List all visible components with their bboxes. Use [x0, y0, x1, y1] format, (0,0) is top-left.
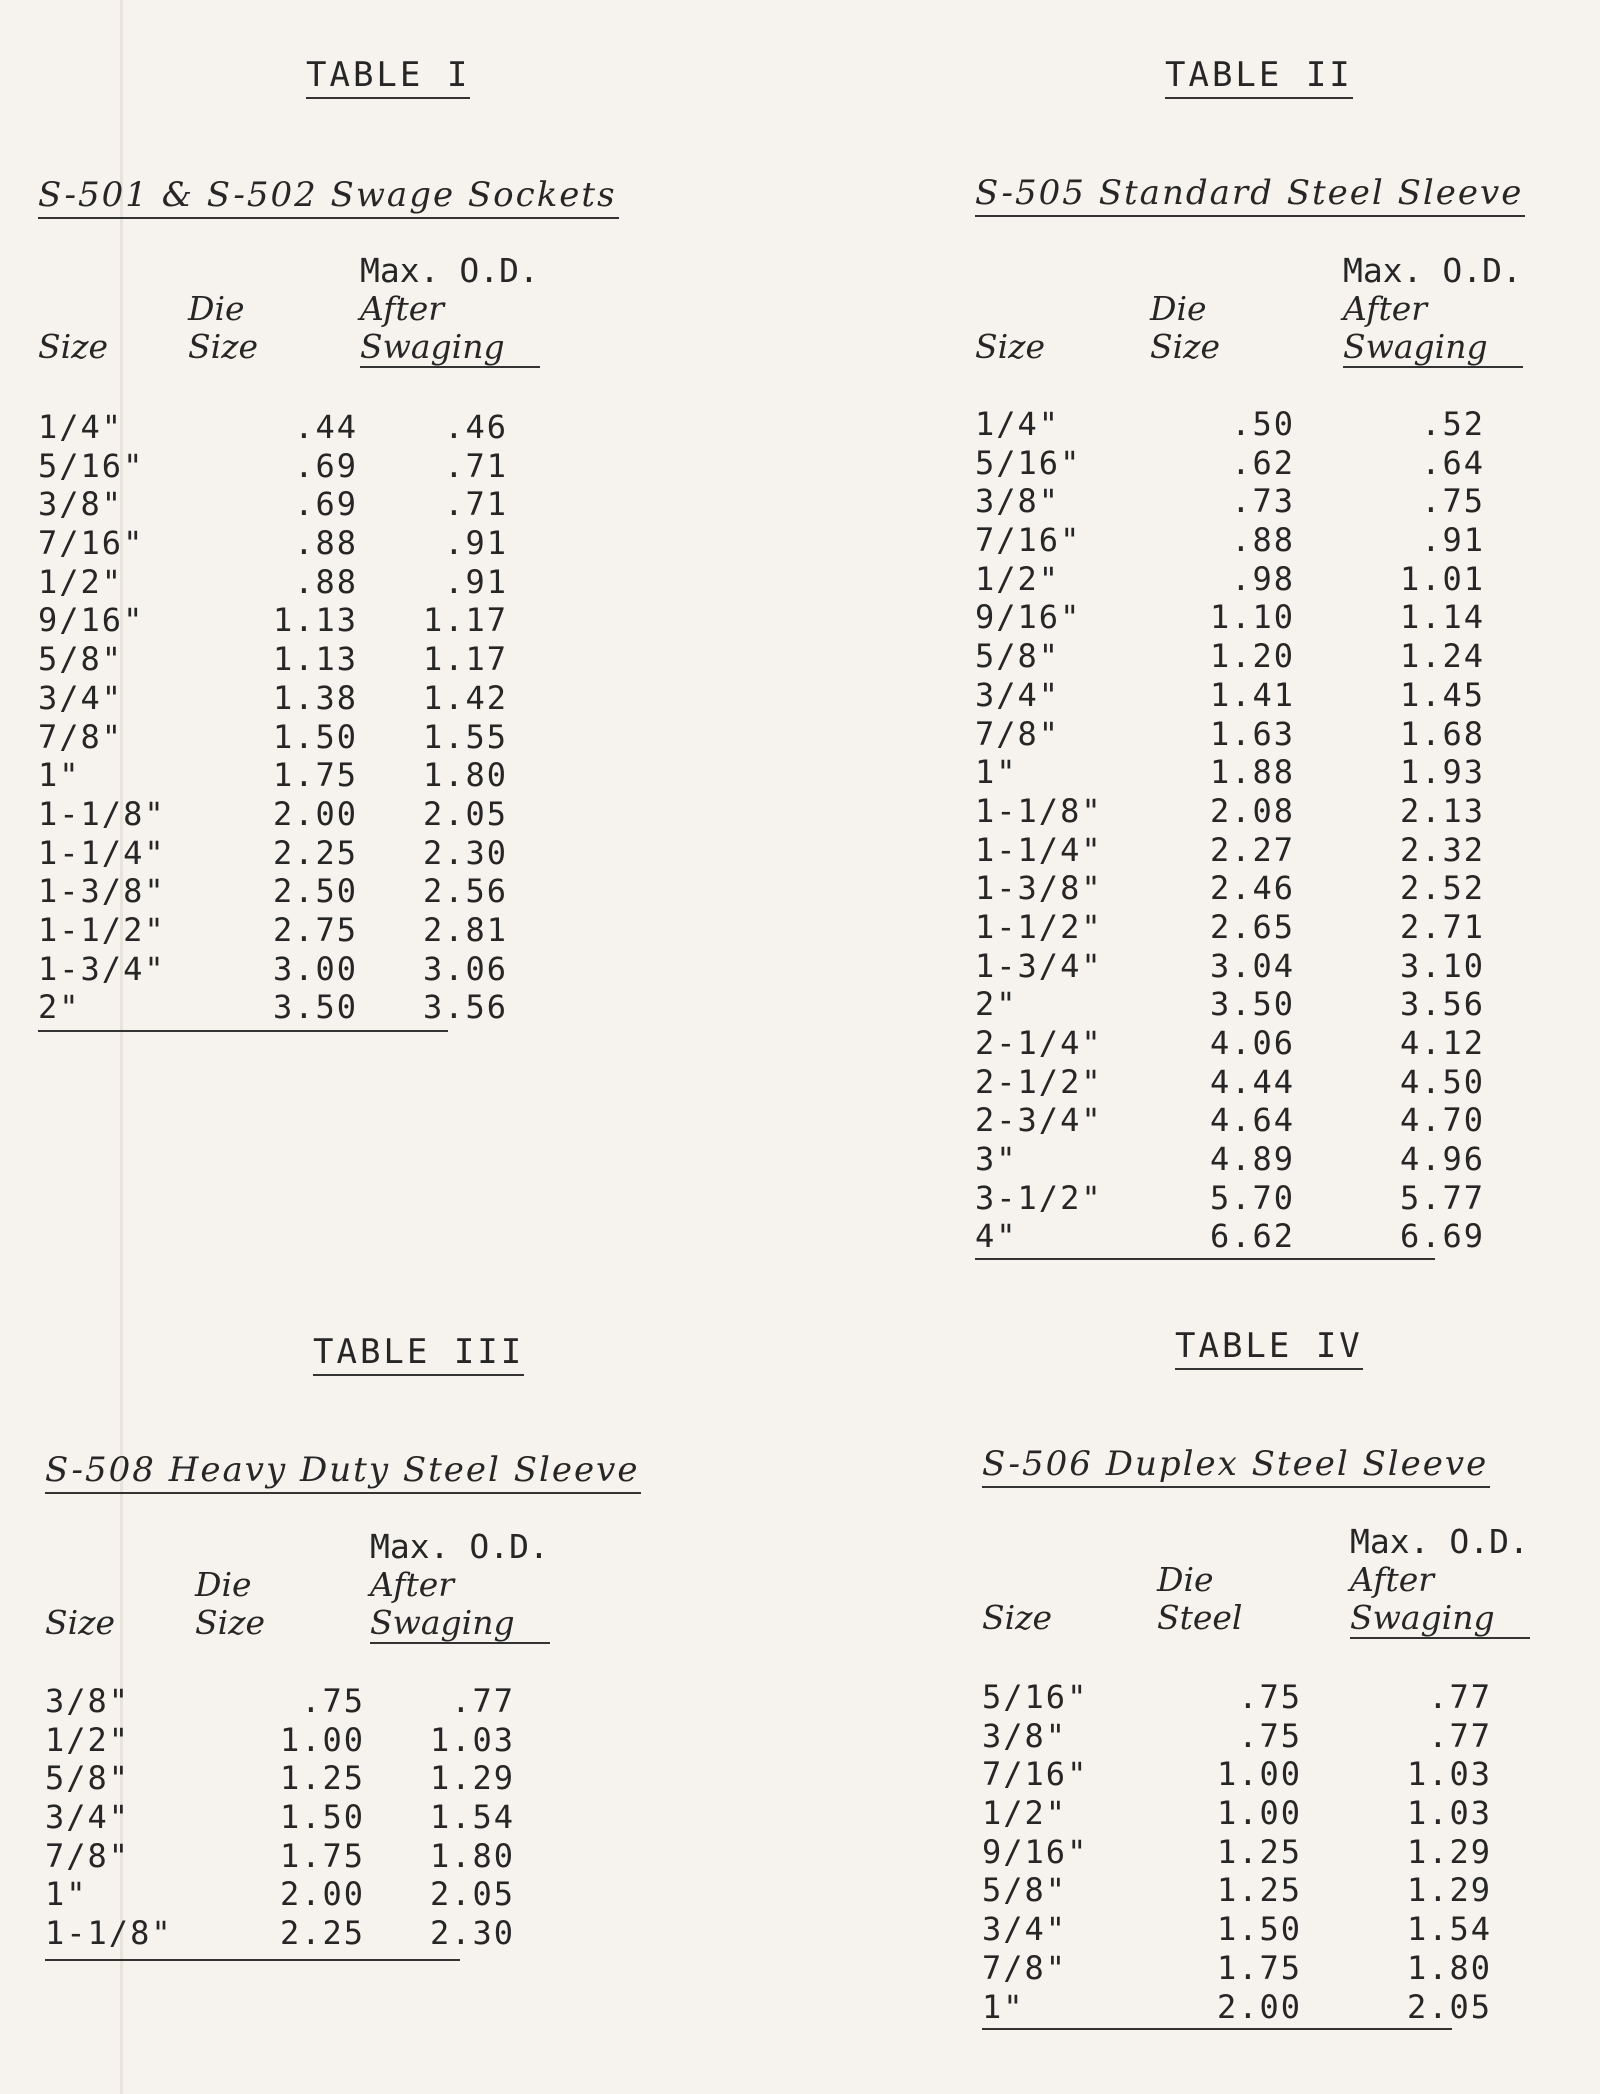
- col-od-header-1: Max. O.D.: [360, 251, 539, 290]
- od-cell: 2.05: [422, 794, 508, 833]
- table-bottom-rule: [982, 2028, 1452, 2030]
- od-cell: 1.42: [422, 678, 508, 717]
- table-row: [975, 598, 1485, 637]
- die-cell: 2.27: [1209, 830, 1295, 869]
- size-cell: 7/8": [982, 1948, 1068, 1987]
- od-cell: .77: [1428, 1678, 1492, 1716]
- table-heading: TABLE IV: [1175, 1326, 1363, 1370]
- size-cell: 5/16": [982, 1678, 1089, 1716]
- size-cell: 9/16": [38, 601, 145, 640]
- size-cell: 3/4": [38, 678, 124, 717]
- die-cell: 2.50: [272, 872, 358, 911]
- die-cell: 1.88: [1209, 753, 1295, 792]
- die-cell: 1.63: [1209, 714, 1295, 753]
- table-row: [975, 405, 1485, 444]
- table-row: [38, 679, 508, 718]
- die-cell: .75: [301, 1682, 365, 1720]
- table-row: [38, 834, 508, 873]
- die-cell: 1.50: [1216, 1910, 1302, 1949]
- size-cell: 5/8": [982, 1871, 1068, 1910]
- table-row: [975, 908, 1485, 947]
- od-cell: 4.70: [1399, 1101, 1485, 1140]
- die-cell: 1.50: [272, 717, 358, 756]
- table-row: [982, 1794, 1492, 1833]
- table-row: [38, 563, 508, 602]
- die-cell: 1.13: [272, 601, 358, 640]
- size-cell: 2-1/4": [975, 1024, 1103, 1062]
- die-cell: .75: [1238, 1716, 1302, 1755]
- od-cell: 2.30: [422, 833, 508, 872]
- od-cell: 1.93: [1399, 753, 1485, 792]
- od-cell: 1.01: [1399, 559, 1485, 598]
- die-cell: .44: [294, 408, 358, 446]
- table-row: [38, 718, 508, 757]
- od-cell: 3.10: [1399, 946, 1485, 985]
- table-row: [45, 1759, 515, 1798]
- size-cell: 3/4": [975, 675, 1061, 714]
- size-cell: 1-3/4": [975, 946, 1103, 985]
- od-cell: 1.17: [422, 640, 508, 679]
- col-die-header-bottom: Size: [195, 1603, 266, 1642]
- die-cell: 1.75: [1216, 1948, 1302, 1987]
- od-cell: 1.14: [1399, 598, 1485, 637]
- od-cell: .71: [444, 446, 508, 485]
- die-cell: 1.10: [1209, 598, 1295, 637]
- col-die-header-top: Die: [1150, 289, 1207, 328]
- die-cell: .88: [1231, 521, 1295, 560]
- table-row: [45, 1914, 515, 1953]
- size-cell: 1/2": [975, 559, 1061, 598]
- size-cell: 1-1/4": [38, 833, 166, 872]
- od-cell: .75: [1421, 482, 1485, 521]
- die-cell: 2.00: [279, 1875, 365, 1914]
- col-od-header-1: Max. O.D.: [370, 1527, 549, 1566]
- size-cell: 2": [975, 985, 1018, 1024]
- size-cell: 1": [38, 756, 81, 795]
- die-cell: 6.62: [1209, 1217, 1295, 1256]
- table-row: [982, 1988, 1492, 2027]
- od-cell: 1.29: [429, 1759, 515, 1798]
- table-row: [38, 524, 508, 563]
- od-cell: 1.54: [1406, 1910, 1492, 1949]
- table-row: [975, 715, 1485, 754]
- size-cell: 3/4": [45, 1798, 131, 1837]
- size-cell: 1-3/8": [975, 869, 1103, 908]
- od-cell: 6.69: [1399, 1217, 1485, 1256]
- od-cell: 2.30: [429, 1914, 515, 1953]
- size-cell: 4": [975, 1217, 1018, 1256]
- col-od-header-1: Max. O.D.: [1343, 251, 1522, 290]
- od-cell: 1.17: [422, 601, 508, 640]
- size-cell: 1-3/8": [38, 872, 166, 911]
- table-row: [982, 1678, 1492, 1717]
- die-cell: 3.50: [1209, 985, 1295, 1024]
- die-cell: 3.00: [272, 949, 358, 988]
- size-cell: 5/8": [45, 1759, 131, 1798]
- size-cell: 7/16": [975, 521, 1082, 560]
- table-row: [975, 444, 1485, 483]
- table-row: [45, 1875, 515, 1914]
- size-cell: 2": [38, 988, 81, 1027]
- die-cell: 5.70: [1209, 1178, 1295, 1217]
- size-cell: 9/16": [982, 1832, 1089, 1871]
- od-cell: 2.05: [1406, 1987, 1492, 2026]
- table-row: [975, 869, 1485, 908]
- die-cell: 2.00: [272, 794, 358, 833]
- table-row: [975, 637, 1485, 676]
- table-subtitle: S-501 & S-502 Swage Sockets: [38, 175, 619, 219]
- od-cell: 3.56: [422, 988, 508, 1027]
- size-cell: 1/2": [38, 562, 124, 601]
- od-cell: 2.13: [1399, 791, 1485, 830]
- table-row: [975, 1217, 1485, 1256]
- size-cell: 5/8": [38, 640, 124, 679]
- size-cell: 1/2": [45, 1720, 131, 1759]
- die-cell: 1.00: [1216, 1755, 1302, 1794]
- die-cell: 1.50: [279, 1798, 365, 1837]
- table-row: [975, 1101, 1485, 1140]
- size-cell: 1-1/2": [38, 910, 166, 949]
- table-row: [38, 640, 508, 679]
- od-cell: 1.29: [1406, 1832, 1492, 1871]
- table-row: [38, 795, 508, 834]
- col-od-header-2: After: [360, 289, 445, 328]
- table-row: [982, 1717, 1492, 1756]
- die-cell: 1.25: [1216, 1832, 1302, 1871]
- size-cell: 1": [982, 1987, 1025, 2026]
- col-od-header-2: After: [370, 1565, 455, 1604]
- die-cell: 1.13: [272, 640, 358, 679]
- table-row: [975, 1140, 1485, 1179]
- table-row: [975, 1024, 1485, 1063]
- table-bottom-rule: [975, 1258, 1435, 1260]
- die-cell: 1.00: [1216, 1794, 1302, 1833]
- size-cell: 7/16": [38, 524, 145, 563]
- table-rows: [38, 408, 508, 1027]
- size-cell: 9/16": [975, 598, 1082, 637]
- od-cell: 1.80: [422, 756, 508, 795]
- size-cell: 2-1/2": [975, 1062, 1103, 1101]
- col-od-header-3: Swaging: [1350, 1599, 1530, 1639]
- die-cell: 1.00: [279, 1720, 365, 1759]
- die-cell: 2.00: [1216, 1987, 1302, 2026]
- od-cell: 2.71: [1399, 907, 1485, 946]
- size-cell: 1-1/4": [975, 830, 1103, 869]
- table-row: [975, 1179, 1485, 1218]
- col-od-header-2: After: [1343, 289, 1428, 328]
- table-row: [45, 1837, 515, 1876]
- od-cell: 1.45: [1399, 675, 1485, 714]
- table-row: [38, 601, 508, 640]
- size-cell: 3/8": [38, 485, 124, 524]
- od-cell: 2.81: [422, 910, 508, 949]
- size-cell: 5/8": [975, 637, 1061, 676]
- size-cell: 1": [975, 753, 1018, 792]
- od-cell: 1.68: [1399, 714, 1485, 753]
- col-size-header: Size: [982, 1598, 1053, 1637]
- die-cell: 1.38: [272, 678, 358, 717]
- size-cell: 7/16": [982, 1755, 1089, 1794]
- table-row: [982, 1871, 1492, 1910]
- od-cell: .64: [1421, 443, 1485, 482]
- table-bottom-rule: [38, 1030, 448, 1032]
- col-size-header: Size: [38, 327, 109, 366]
- table-row: [975, 792, 1485, 831]
- size-cell: 1-1/8": [38, 794, 166, 833]
- table-row: [38, 408, 508, 447]
- col-die-header-top: Die: [195, 1565, 252, 1604]
- od-cell: 1.80: [429, 1836, 515, 1875]
- size-cell: 3-1/2": [975, 1178, 1103, 1217]
- size-cell: 5/16": [38, 446, 145, 485]
- size-cell: 1-1/8": [975, 791, 1103, 830]
- od-cell: 1.24: [1399, 637, 1485, 676]
- die-cell: .88: [294, 524, 358, 563]
- die-cell: 1.25: [279, 1759, 365, 1798]
- size-cell: 3/8": [45, 1682, 131, 1720]
- size-cell: 1-3/4": [38, 949, 166, 988]
- die-cell: 3.04: [1209, 946, 1295, 985]
- col-die-header-bottom: Size: [188, 327, 259, 366]
- od-cell: .52: [1421, 405, 1485, 443]
- table-heading: TABLE I: [306, 55, 470, 99]
- table-row: [975, 560, 1485, 599]
- table-row: [975, 947, 1485, 986]
- od-cell: .91: [1421, 521, 1485, 560]
- die-cell: .62: [1231, 443, 1295, 482]
- col-od-header-2: After: [1350, 1560, 1435, 1599]
- col-die-header-top: Die: [1157, 1560, 1214, 1599]
- table-row: [38, 447, 508, 486]
- die-cell: .69: [294, 446, 358, 485]
- table-row: [975, 1063, 1485, 1102]
- size-cell: 7/8": [38, 717, 124, 756]
- table-row: [975, 521, 1485, 560]
- col-die-header-bottom: Steel: [1157, 1598, 1243, 1637]
- col-size-header: Size: [975, 327, 1046, 366]
- table-row: [982, 1949, 1492, 1988]
- od-cell: 1.55: [422, 717, 508, 756]
- table-subtitle: S-508 Heavy Duty Steel Sleeve: [45, 1450, 641, 1494]
- table-row: [45, 1721, 515, 1760]
- od-cell: 1.29: [1406, 1871, 1492, 1910]
- size-cell: 5/16": [975, 443, 1082, 482]
- table-row: [38, 911, 508, 950]
- table-heading: TABLE III: [313, 1332, 524, 1376]
- table-bottom-rule: [45, 1959, 460, 1961]
- table-rows: [975, 405, 1485, 1256]
- od-cell: 2.32: [1399, 830, 1485, 869]
- table-rows: [45, 1682, 515, 1953]
- die-cell: .73: [1231, 482, 1295, 521]
- die-cell: 2.65: [1209, 907, 1295, 946]
- size-cell: 1-1/2": [975, 907, 1103, 946]
- od-cell: .77: [451, 1682, 515, 1720]
- size-cell: 7/8": [975, 714, 1061, 753]
- table-row: [45, 1682, 515, 1721]
- table-row: [38, 950, 508, 989]
- od-cell: 2.56: [422, 872, 508, 911]
- table-row: [38, 756, 508, 795]
- table-heading: TABLE II: [1165, 55, 1353, 99]
- od-cell: 3.06: [422, 949, 508, 988]
- size-cell: 1/4": [975, 405, 1061, 443]
- col-od-header-3: Swaging: [370, 1604, 550, 1644]
- size-cell: 1-1/8": [45, 1914, 173, 1953]
- die-cell: .98: [1231, 559, 1295, 598]
- die-cell: 2.25: [279, 1914, 365, 1953]
- die-cell: 3.50: [272, 988, 358, 1027]
- od-cell: 1.54: [429, 1798, 515, 1837]
- die-cell: .75: [1238, 1678, 1302, 1716]
- col-size-header: Size: [45, 1603, 116, 1642]
- od-cell: .71: [444, 485, 508, 524]
- size-cell: 7/8": [45, 1836, 131, 1875]
- size-cell: 1/2": [982, 1794, 1068, 1833]
- col-od-header-1: Max. O.D.: [1350, 1522, 1529, 1561]
- die-cell: 1.75: [272, 756, 358, 795]
- od-cell: 1.03: [1406, 1755, 1492, 1794]
- die-cell: 2.25: [272, 833, 358, 872]
- die-cell: 1.41: [1209, 675, 1295, 714]
- die-cell: 4.44: [1209, 1062, 1295, 1101]
- die-cell: 1.25: [1216, 1871, 1302, 1910]
- col-die-header-bottom: Size: [1150, 327, 1221, 366]
- col-od-header-3: Swaging: [360, 328, 540, 368]
- die-cell: 2.75: [272, 910, 358, 949]
- col-od-header-3: Swaging: [1343, 328, 1523, 368]
- die-cell: 2.08: [1209, 791, 1295, 830]
- table-row: [975, 482, 1485, 521]
- table-rows: [982, 1678, 1492, 2026]
- die-cell: 2.46: [1209, 869, 1295, 908]
- od-cell: .91: [444, 562, 508, 601]
- table-row: [38, 988, 508, 1027]
- table-subtitle: S-506 Duplex Steel Sleeve: [982, 1444, 1490, 1488]
- die-cell: 4.64: [1209, 1101, 1295, 1140]
- od-cell: .46: [444, 408, 508, 446]
- table-row: [975, 831, 1485, 870]
- die-cell: 4.89: [1209, 1140, 1295, 1179]
- od-cell: 5.77: [1399, 1178, 1485, 1217]
- table-row: [982, 1910, 1492, 1949]
- od-cell: 4.12: [1399, 1024, 1485, 1062]
- table-row: [38, 485, 508, 524]
- table-row: [975, 753, 1485, 792]
- die-cell: 4.06: [1209, 1024, 1295, 1062]
- table-row: [975, 985, 1485, 1024]
- col-die-header-top: Die: [188, 289, 245, 328]
- size-cell: 2-3/4": [975, 1101, 1103, 1140]
- size-cell: 3": [975, 1140, 1018, 1179]
- size-cell: 3/4": [982, 1910, 1068, 1949]
- size-cell: 1": [45, 1875, 88, 1914]
- od-cell: 2.05: [429, 1875, 515, 1914]
- die-cell: .50: [1231, 405, 1295, 443]
- table-subtitle: S-505 Standard Steel Sleeve: [975, 173, 1525, 217]
- table-row: [982, 1833, 1492, 1872]
- die-cell: .69: [294, 485, 358, 524]
- size-cell: 3/8": [982, 1716, 1068, 1755]
- od-cell: .77: [1428, 1716, 1492, 1755]
- od-cell: 1.03: [429, 1720, 515, 1759]
- od-cell: .91: [444, 524, 508, 563]
- table-row: [38, 872, 508, 911]
- size-cell: 1/4": [38, 408, 124, 446]
- table-row: [975, 676, 1485, 715]
- die-cell: 1.75: [279, 1836, 365, 1875]
- od-cell: 1.03: [1406, 1794, 1492, 1833]
- od-cell: 3.56: [1399, 985, 1485, 1024]
- table-row: [982, 1755, 1492, 1794]
- od-cell: 1.80: [1406, 1948, 1492, 1987]
- die-cell: 1.20: [1209, 637, 1295, 676]
- die-cell: .88: [294, 562, 358, 601]
- table-row: [45, 1798, 515, 1837]
- od-cell: 4.50: [1399, 1062, 1485, 1101]
- od-cell: 4.96: [1399, 1140, 1485, 1179]
- od-cell: 2.52: [1399, 869, 1485, 908]
- size-cell: 3/8": [975, 482, 1061, 521]
